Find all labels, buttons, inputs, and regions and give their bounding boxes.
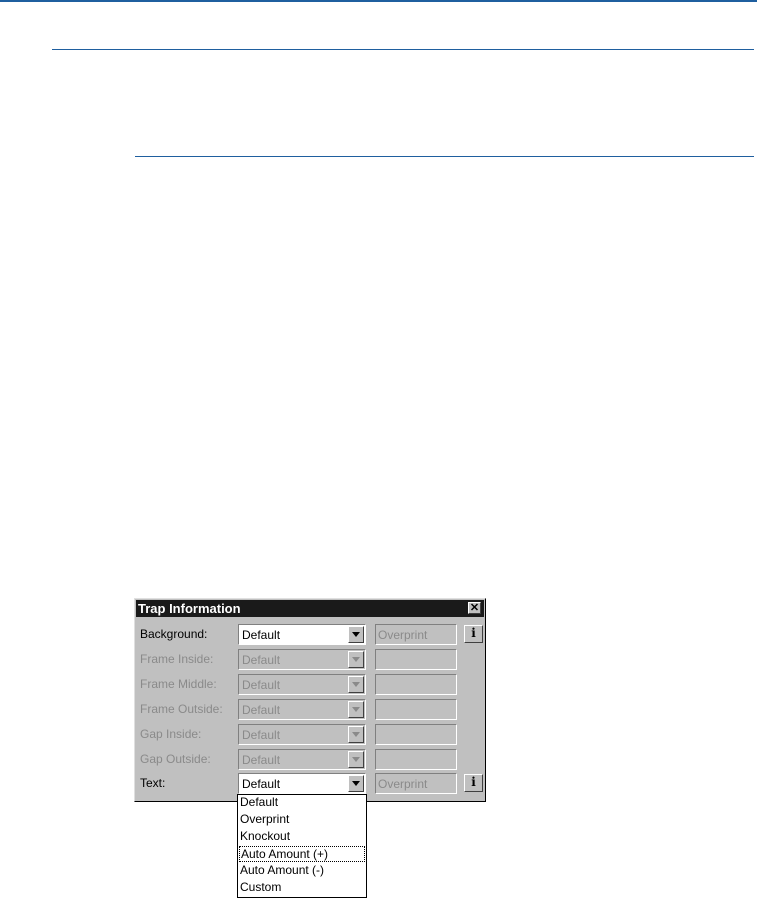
- frame-middle-select: [238, 674, 366, 695]
- section-rule: [52, 49, 754, 50]
- row-frame-outside: [135, 698, 485, 720]
- gap-outside-trap-field: [375, 749, 457, 770]
- text-select[interactable]: [238, 773, 366, 794]
- chevron-down-icon[interactable]: [348, 775, 364, 792]
- background-select-value: Default: [242, 628, 281, 642]
- text-trap-value: Overprint: [378, 777, 428, 791]
- dropdown-option-auto-amount-minus[interactable]: Auto Amount (-): [240, 863, 325, 877]
- frame-middle-trap-field: [375, 674, 457, 695]
- chevron-down-icon: [348, 651, 364, 668]
- gap-outside-select: [238, 749, 366, 770]
- text-select-value: Default: [242, 777, 281, 791]
- dropdown-option-custom[interactable]: Custom: [240, 880, 282, 894]
- background-trap-field: [375, 624, 457, 645]
- chevron-down-icon: [348, 676, 364, 693]
- background-info-button[interactable]: i: [464, 625, 483, 643]
- row-background: [135, 623, 485, 645]
- gap-inside-label: Gap Inside:: [140, 727, 202, 741]
- top-rule: [0, 0, 757, 2]
- chevron-down-icon: [348, 726, 364, 743]
- frame-inside-label: Frame Inside:: [140, 652, 214, 666]
- palette-title: Trap Information: [138, 601, 241, 616]
- row-text: [135, 772, 485, 794]
- frame-outside-label: Frame Outside:: [140, 702, 223, 716]
- background-trap-value: Overprint: [378, 628, 428, 642]
- row-frame-middle: [135, 673, 485, 695]
- dropdown-option-default[interactable]: Default: [240, 795, 279, 809]
- gap-inside-select: [238, 724, 366, 745]
- row-frame-inside: [135, 648, 485, 670]
- gap-outside-label: Gap Outside:: [140, 752, 211, 766]
- frame-inside-select: [238, 649, 366, 670]
- gap-inside-trap-field: [375, 724, 457, 745]
- background-label: Background:: [140, 627, 208, 641]
- dropdown-option-knockout[interactable]: Knockout: [240, 829, 291, 843]
- dropdown-option-auto-amount-plus[interactable]: Auto Amount (+): [239, 846, 365, 862]
- text-trap-field: [375, 773, 457, 794]
- text-label: Text:: [140, 776, 166, 790]
- frame-outside-select-value: Default: [242, 703, 281, 717]
- row-gap-inside: [135, 723, 485, 745]
- gap-inside-select-value: Default: [242, 728, 281, 742]
- background-select[interactable]: [238, 624, 366, 645]
- text-dropdown-list: [237, 794, 367, 898]
- gap-outside-select-value: Default: [242, 753, 281, 767]
- frame-outside-trap-field: [375, 699, 457, 720]
- chevron-down-icon: [348, 701, 364, 718]
- frame-outside-select: [238, 699, 366, 720]
- chevron-down-icon: [348, 751, 364, 768]
- trap-information-palette: [134, 598, 486, 802]
- frame-middle-select-value: Default: [242, 678, 281, 692]
- row-gap-outside: [135, 748, 485, 770]
- dropdown-option-overprint[interactable]: Overprint: [240, 812, 290, 826]
- frame-middle-label: Frame Middle:: [140, 677, 217, 691]
- frame-inside-select-value: Default: [242, 653, 281, 667]
- close-icon[interactable]: ✕: [469, 602, 480, 614]
- subsection-rule: [135, 156, 754, 157]
- frame-inside-trap-field: [375, 649, 457, 670]
- text-info-button[interactable]: i: [464, 774, 483, 792]
- palette-titlebar[interactable]: [136, 600, 484, 617]
- chevron-down-icon[interactable]: [348, 626, 364, 643]
